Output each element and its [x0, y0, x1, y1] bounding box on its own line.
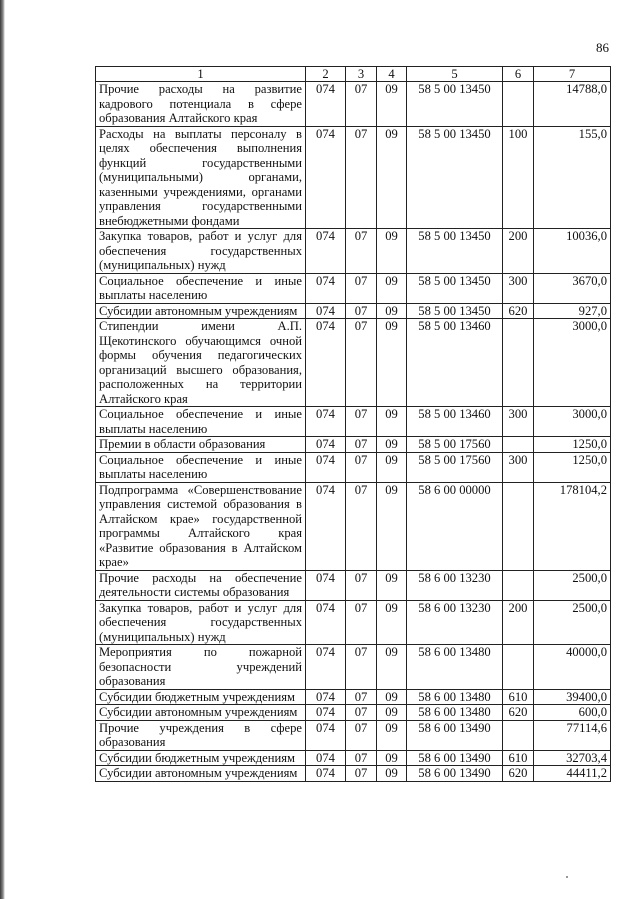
- section-code: 07: [346, 82, 377, 127]
- subsection-code: 09: [377, 303, 407, 319]
- target-article-code: 58 6 00 13490: [407, 766, 503, 782]
- amount-value: 1250,0: [534, 452, 611, 482]
- ministry-code: 074: [306, 766, 346, 782]
- ministry-code: 074: [306, 645, 346, 690]
- amount-value: 32703,4: [534, 750, 611, 766]
- expense-type-code: 300: [503, 407, 534, 437]
- target-article-code: 58 5 00 13450: [407, 229, 503, 274]
- ministry-code: 074: [306, 229, 346, 274]
- table-row: [96, 319, 611, 407]
- expense-type-code: [503, 437, 534, 453]
- row-description: Субсидии бюджетным учреждениям: [96, 689, 306, 705]
- amount-value: 927,0: [534, 303, 611, 319]
- row-description: Субсидии автономным учреждениям: [96, 303, 306, 319]
- ministry-code: 074: [306, 482, 346, 570]
- section-code: 07: [346, 705, 377, 721]
- ministry-code: 074: [306, 437, 346, 453]
- subsection-code: 09: [377, 689, 407, 705]
- target-article-code: 58 6 00 13490: [407, 720, 503, 750]
- expense-type-code: [503, 82, 534, 127]
- header-cell: 4: [377, 67, 407, 82]
- amount-value: 77114,6: [534, 720, 611, 750]
- section-code: 07: [346, 600, 377, 645]
- section-code: 07: [346, 319, 377, 407]
- amount-value: 2500,0: [534, 600, 611, 645]
- ministry-code: 074: [306, 452, 346, 482]
- expense-type-code: [503, 720, 534, 750]
- subsection-code: 09: [377, 705, 407, 721]
- ministry-code: 074: [306, 273, 346, 303]
- subsection-code: 09: [377, 720, 407, 750]
- header-cell: 2: [306, 67, 346, 82]
- table-row: [96, 229, 611, 274]
- section-code: 07: [346, 437, 377, 453]
- row-description: Субсидии автономным учреждениям: [96, 705, 306, 721]
- ministry-code: 074: [306, 319, 346, 407]
- scan-edge-shadow: [0, 0, 5, 899]
- budget-table: [95, 66, 611, 782]
- expense-type-code: [503, 319, 534, 407]
- amount-value: 39400,0: [534, 689, 611, 705]
- expense-type-code: [503, 645, 534, 690]
- section-code: 07: [346, 482, 377, 570]
- section-code: 07: [346, 273, 377, 303]
- table-row: [96, 437, 611, 453]
- section-code: 07: [346, 303, 377, 319]
- amount-value: 155,0: [534, 126, 611, 229]
- table-row: [96, 407, 611, 437]
- target-article-code: 58 5 00 13450: [407, 126, 503, 229]
- row-description: Прочие учреждения в сфере образования: [96, 720, 306, 750]
- target-article-code: 58 6 00 13480: [407, 645, 503, 690]
- row-description: Социальное обеспечение и иные выплаты населению: [96, 452, 306, 482]
- amount-value: 600,0: [534, 705, 611, 721]
- section-code: 07: [346, 645, 377, 690]
- expense-type-code: 300: [503, 273, 534, 303]
- subsection-code: 09: [377, 273, 407, 303]
- expense-type-code: 200: [503, 229, 534, 274]
- section-code: 07: [346, 407, 377, 437]
- amount-value: 2500,0: [534, 570, 611, 600]
- row-description: Социальное обеспечение и иные выплаты населению: [96, 407, 306, 437]
- amount-value: 10036,0: [534, 229, 611, 274]
- table-row: [96, 82, 611, 127]
- header-cell: 1: [96, 67, 306, 82]
- ministry-code: 074: [306, 720, 346, 750]
- target-article-code: 58 5 00 13460: [407, 407, 503, 437]
- ministry-code: 074: [306, 705, 346, 721]
- target-article-code: 58 6 00 13230: [407, 570, 503, 600]
- subsection-code: 09: [377, 229, 407, 274]
- subsection-code: 09: [377, 319, 407, 407]
- expense-type-code: 620: [503, 766, 534, 782]
- table-row: [96, 689, 611, 705]
- expense-type-code: 100: [503, 126, 534, 229]
- subsection-code: 09: [377, 766, 407, 782]
- target-article-code: 58 5 00 13450: [407, 82, 503, 127]
- expense-type-code: [503, 570, 534, 600]
- table-row: [96, 705, 611, 721]
- subsection-code: 09: [377, 452, 407, 482]
- target-article-code: 58 6 00 00000: [407, 482, 503, 570]
- row-description: Закупка товаров, работ и услуг для обеспечения государственных (муниципальных) нужд: [96, 229, 306, 274]
- header-cell: 6: [503, 67, 534, 82]
- target-article-code: 58 5 00 13450: [407, 273, 503, 303]
- table-row: [96, 720, 611, 750]
- amount-value: 40000,0: [534, 645, 611, 690]
- subsection-code: 09: [377, 570, 407, 600]
- subsection-code: 09: [377, 126, 407, 229]
- expense-type-code: [503, 482, 534, 570]
- row-description: Подпрограмма «Совершенствование управления системой образования в Алтайском крае» государственной программы Алтайского края «Развитие образования в Алтайском крае»: [96, 482, 306, 570]
- table-row: [96, 570, 611, 600]
- subsection-code: 09: [377, 437, 407, 453]
- ministry-code: 074: [306, 82, 346, 127]
- target-article-code: 58 6 00 13490: [407, 750, 503, 766]
- row-description: Мероприятия по пожарной безопасности учреждений образования: [96, 645, 306, 690]
- row-description: Субсидии автономным учреждениям: [96, 766, 306, 782]
- target-article-code: 58 5 00 13450: [407, 303, 503, 319]
- ministry-code: 074: [306, 600, 346, 645]
- row-description: Премии в области образования: [96, 437, 306, 453]
- section-code: 07: [346, 229, 377, 274]
- expense-type-code: 620: [503, 705, 534, 721]
- expense-type-code: 610: [503, 750, 534, 766]
- row-description: Субсидии бюджетным учреждениям: [96, 750, 306, 766]
- subsection-code: 09: [377, 482, 407, 570]
- subsection-code: 09: [377, 82, 407, 127]
- ministry-code: 074: [306, 407, 346, 437]
- ministry-code: 074: [306, 303, 346, 319]
- target-article-code: 58 6 00 13480: [407, 705, 503, 721]
- expense-type-code: 620: [503, 303, 534, 319]
- section-code: 07: [346, 766, 377, 782]
- header-row: [96, 67, 611, 82]
- row-description: Прочие расходы на обеспечение деятельности системы образования: [96, 570, 306, 600]
- section-code: 07: [346, 689, 377, 705]
- target-article-code: 58 5 00 17560: [407, 437, 503, 453]
- expense-type-code: 300: [503, 452, 534, 482]
- scan-speck: [566, 876, 568, 878]
- ministry-code: 074: [306, 126, 346, 229]
- amount-value: 3000,0: [534, 319, 611, 407]
- row-description: Прочие расходы на развитие кадрового потенциала в сфере образования Алтайского края: [96, 82, 306, 127]
- target-article-code: 58 5 00 13460: [407, 319, 503, 407]
- amount-value: 3670,0: [534, 273, 611, 303]
- row-description: Расходы на выплаты персоналу в целях обеспечения выполнения функций государственными (муниципальными) органами, казенными учреждениями, органами управления государственными внебюджетными фондами: [96, 126, 306, 229]
- page-number: 86: [596, 40, 609, 55]
- header-cell: 7: [534, 67, 611, 82]
- section-code: 07: [346, 126, 377, 229]
- expense-type-code: 610: [503, 689, 534, 705]
- table-row: [96, 600, 611, 645]
- amount-value: 44411,2: [534, 766, 611, 782]
- subsection-code: 09: [377, 600, 407, 645]
- table-row: [96, 750, 611, 766]
- section-code: 07: [346, 720, 377, 750]
- target-article-code: 58 5 00 17560: [407, 452, 503, 482]
- section-code: 07: [346, 750, 377, 766]
- section-code: 07: [346, 570, 377, 600]
- table-row: [96, 766, 611, 782]
- table-row: [96, 126, 611, 229]
- table-row: [96, 482, 611, 570]
- row-description: Закупка товаров, работ и услуг для обеспечения государственных (муниципальных) нужд: [96, 600, 306, 645]
- ministry-code: 074: [306, 750, 346, 766]
- target-article-code: 58 6 00 13230: [407, 600, 503, 645]
- amount-value: 14788,0: [534, 82, 611, 127]
- header-cell: 3: [346, 67, 377, 82]
- table-row: [96, 645, 611, 690]
- section-code: 07: [346, 452, 377, 482]
- expense-type-code: 200: [503, 600, 534, 645]
- table-row: [96, 452, 611, 482]
- ministry-code: 074: [306, 689, 346, 705]
- subsection-code: 09: [377, 750, 407, 766]
- subsection-code: 09: [377, 407, 407, 437]
- header-cell: 5: [407, 67, 503, 82]
- subsection-code: 09: [377, 645, 407, 690]
- row-description: Стипендии имени А.П. Щекотинского обучающимся очной формы обучения педагогических организаций высшего образования, расположенных на территории Алтайского края: [96, 319, 306, 407]
- table-row: [96, 303, 611, 319]
- amount-value: 178104,2: [534, 482, 611, 570]
- amount-value: 1250,0: [534, 437, 611, 453]
- row-description: Социальное обеспечение и иные выплаты населению: [96, 273, 306, 303]
- ministry-code: 074: [306, 570, 346, 600]
- amount-value: 3000,0: [534, 407, 611, 437]
- target-article-code: 58 6 00 13480: [407, 689, 503, 705]
- table-row: [96, 273, 611, 303]
